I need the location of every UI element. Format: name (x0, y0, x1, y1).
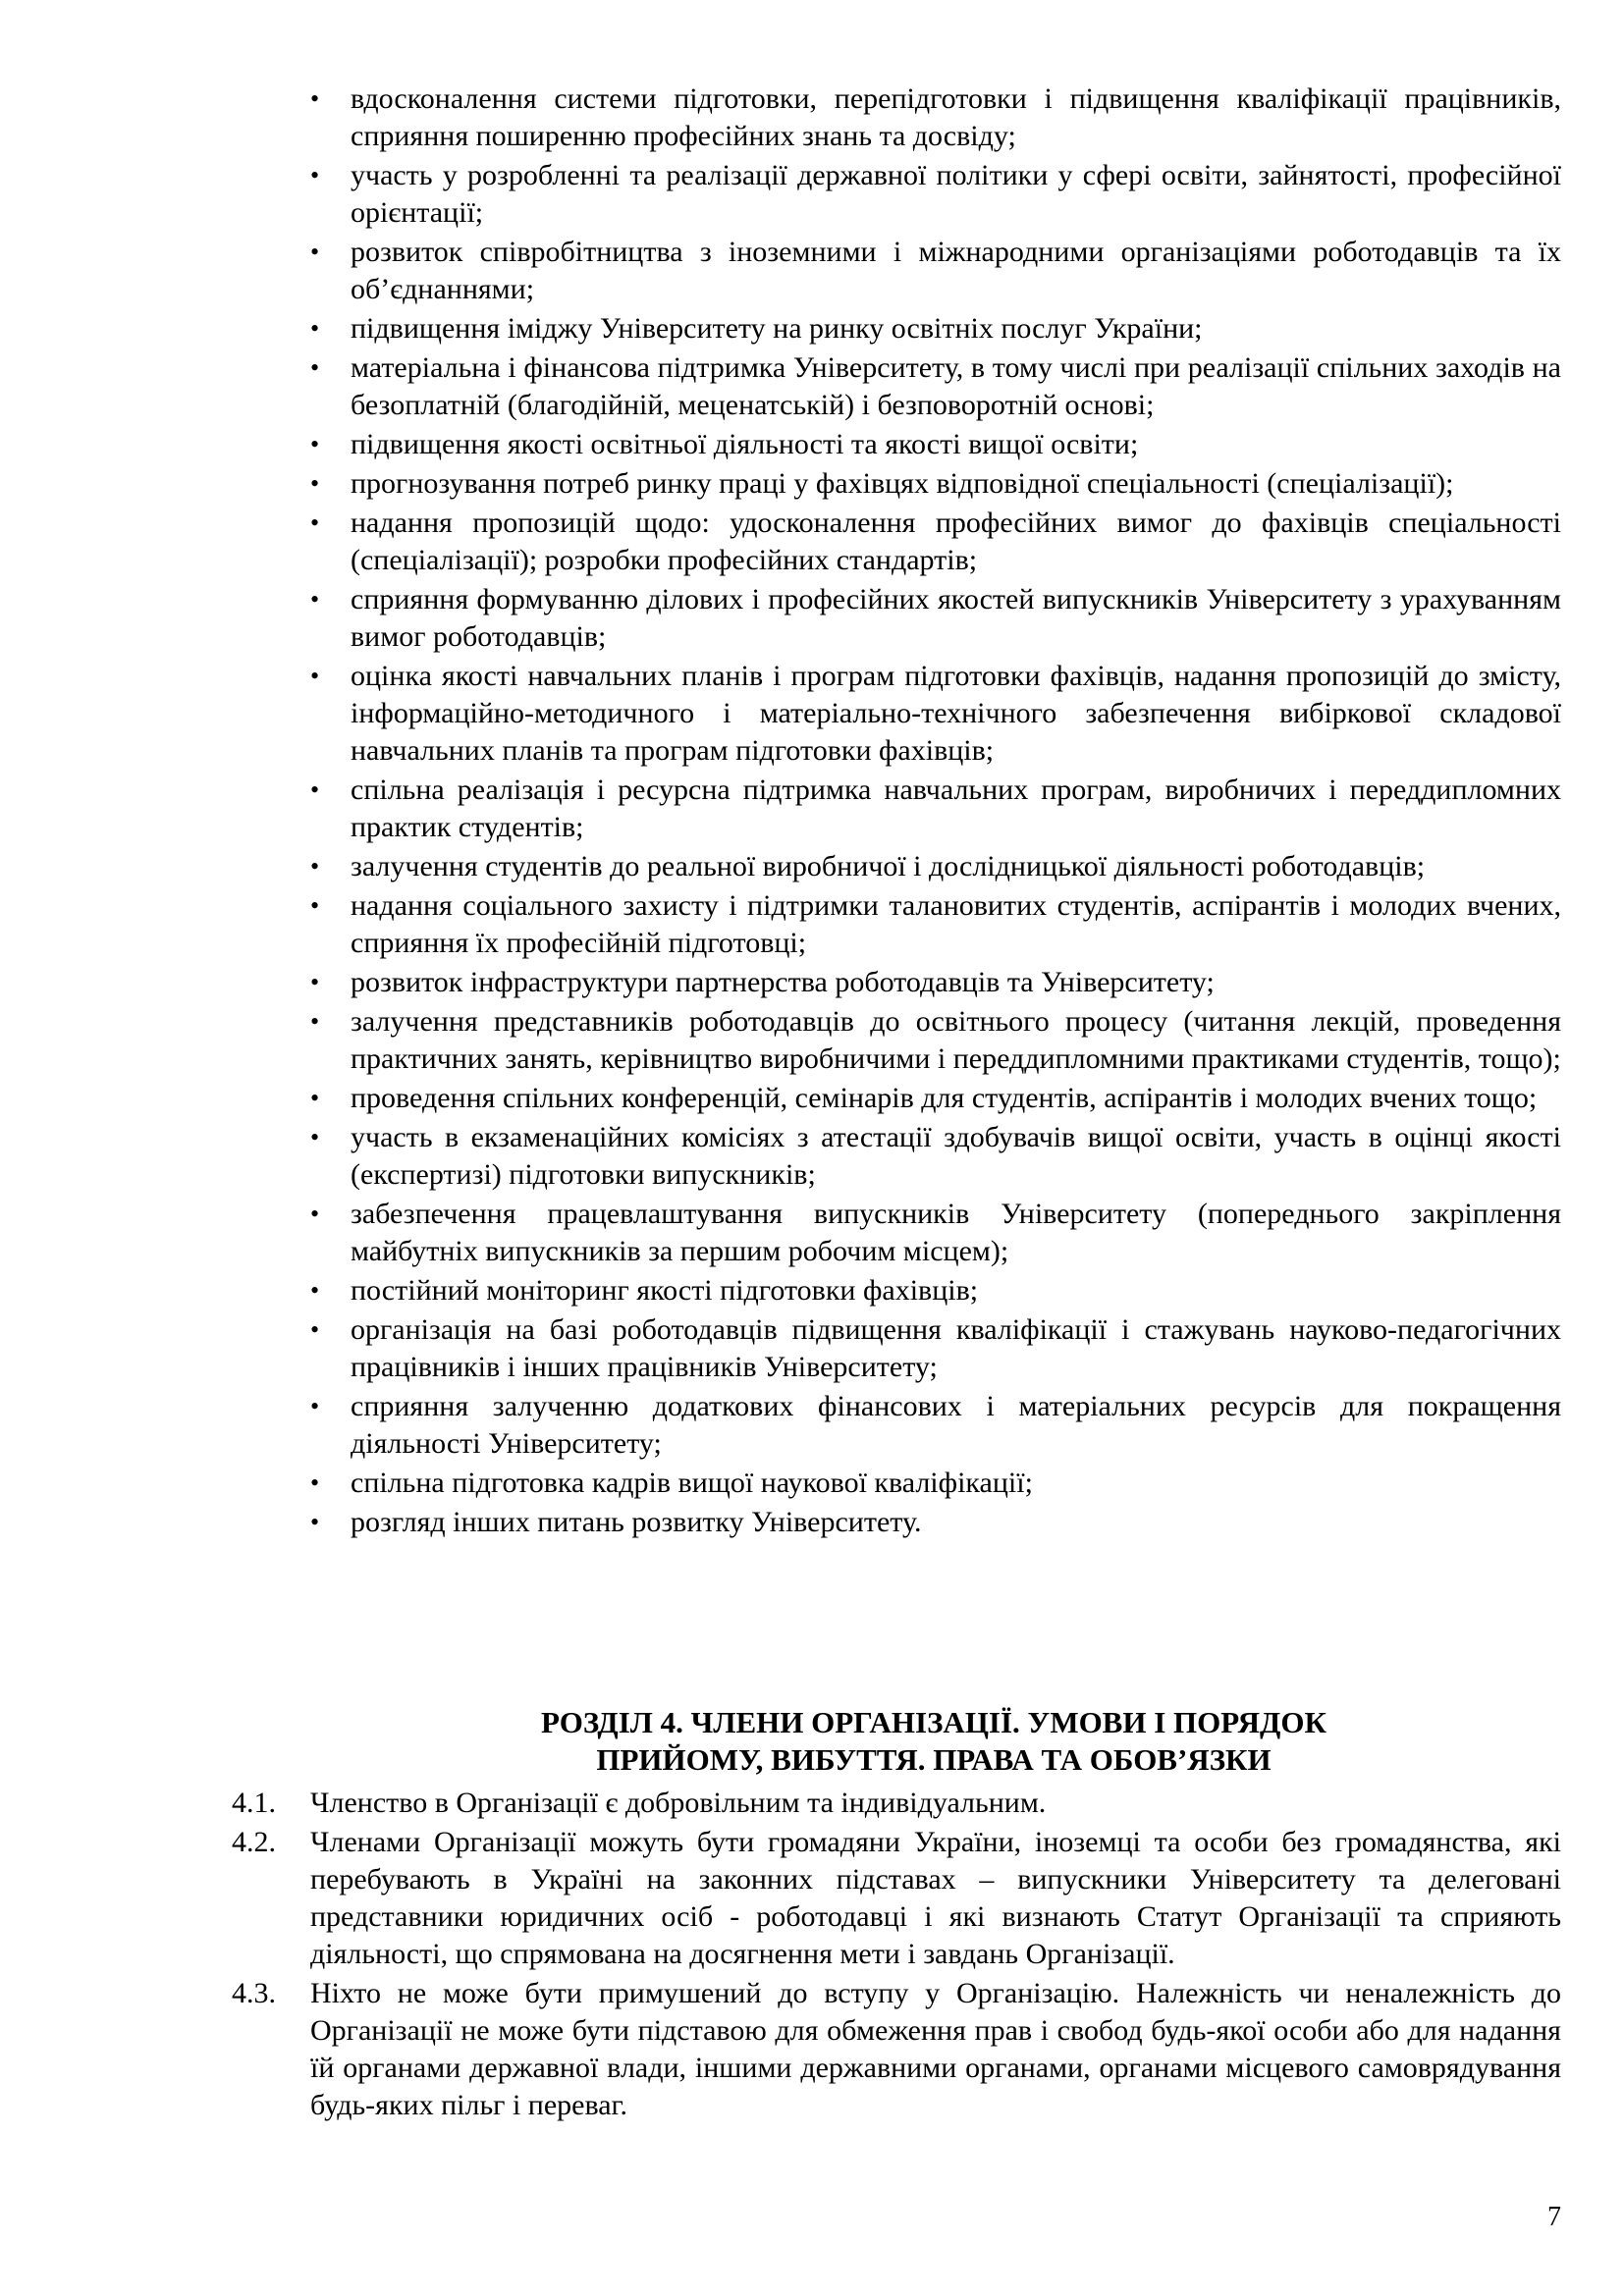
list-item-text: розвиток інфраструктури партнерства роботодавців та Університету; (351, 966, 1215, 998)
list-item-text: матеріальна і фінансова підтримка Університету, в тому числі при реалізації спільних заходів на безоплатній (благодійній, меценатській) і безповоротній основі; (351, 351, 1561, 421)
list-item-text: участь у розробленні та реалізації державної політики у сфері освіти, зайнятості, професійної орієнтації; (351, 159, 1561, 229)
list-item (306, 848, 1561, 885)
bullet-icon: • (310, 1084, 320, 1112)
list-item-text: проведення спільних конференцій, семінарів для студентів, аспірантів і молодих вчених тощо; (351, 1082, 1538, 1114)
bullet-icon: • (310, 1315, 320, 1344)
bullet-icon: • (310, 1200, 320, 1228)
bullet-icon: • (310, 353, 320, 382)
bullet-icon: • (310, 84, 320, 113)
list-item-text: сприяння залученню додаткових фінансових і матеріальних ресурсів для покращення діяльності Університету; (351, 1390, 1561, 1460)
section-heading-line-1: РОЗДІЛ 4. ЧЛЕНИ ОРГАНІЗАЦІЇ. УМОВИ І ПОРЯДОК (541, 1705, 1326, 1739)
list-item (306, 157, 1561, 232)
bullet-icon: • (310, 968, 320, 996)
clause-text: Членами Організації можуть бути громадяни України, іноземці та особи без громадянства, які перебувають в Україні на законних підставах – випускники Університету та делеговані представники юридичних осіб - роботодавці і які визнають Статут Організації та сприяють діяльності, що спрямована на досягнення мети і завдань Організації. (310, 1826, 1561, 1970)
section-heading (306, 1704, 1561, 1779)
list-item-text: постійний моніторинг якості підготовки фахівців; (351, 1274, 979, 1307)
list-item-text: вдосконалення системи підготовки, перепідготовки і підвищення кваліфікації працівників, сприяння поширенню професійних знань та досвіду; (351, 82, 1561, 152)
bullet-icon: • (310, 238, 320, 266)
list-item-text: надання пропозицій щодо: удосконалення професійних вимог до фахівців спеціальності (спеціалізації); розробки професійних стандартів; (351, 507, 1561, 576)
bullet-icon: • (310, 430, 320, 458)
list-item (306, 772, 1561, 846)
clause-4-1 (232, 1785, 1561, 1822)
list-item-text: організація на базі роботодавців підвищення кваліфікації і стажувань науково-педагогічних працівників і інших працівників Університету; (351, 1313, 1561, 1383)
bullet-icon: • (310, 1123, 320, 1151)
bullet-list (306, 80, 1561, 1543)
list-item-text: спільна реалізація і ресурсна підтримка навчальних програм, виробничих і переддипломних практик студентів; (351, 774, 1561, 843)
list-item-text: розвиток співробітництва з іноземними і міжнародними організаціями роботодавців та їх об’єднаннями; (351, 236, 1561, 305)
list-item (306, 1119, 1561, 1194)
bullet-icon: • (310, 1468, 320, 1497)
list-item (306, 465, 1561, 503)
list-item (306, 1272, 1561, 1309)
bullet-icon: • (310, 161, 320, 189)
list-item (306, 1196, 1561, 1270)
list-item-text: підвищення іміджу Університету на ринку освітніх послуг України; (351, 312, 1203, 345)
bullet-icon: • (310, 469, 320, 498)
clause-text: Членство в Організації є добровільним та індивідуальним. (310, 1787, 1047, 1819)
list-item-text: розгляд інших питань розвитку Університету. (351, 1506, 922, 1538)
list-item (306, 887, 1561, 962)
section-heading-line-2: ПРИЙОМУ, ВИБУТТЯ. ПРАВА ТА ОБОВ’ЯЗКИ (596, 1742, 1272, 1777)
clause-text: Ніхто не може бути примушений до вступу у Організацію. Належність чи неналежність до Організації не може бути підставою для обмеження прав і свобод будь-якої особи або для надання їй органами державної влади, іншими державними органами, органами місцевого самоврядування будь-яких пільг і переваг. (310, 1977, 1561, 2121)
list-item (306, 234, 1561, 308)
list-item (306, 349, 1561, 424)
bullet-icon: • (310, 1508, 320, 1536)
list-item-text: спільна підготовка кадрів вищої наукової кваліфікації; (351, 1467, 1033, 1499)
list-item-text: підвищення якості освітньої діяльності та якості вищої освіти; (351, 428, 1139, 460)
bullet-icon: • (310, 852, 320, 881)
list-item (306, 80, 1561, 155)
list-item (306, 1388, 1561, 1463)
bullet-icon: • (310, 508, 320, 537)
list-item-text: оцінка якості навчальних планів і програм підготовки фахівців, надання пропозицій до змісту, інформаційно-методичного і матеріально-технічного забезпечення вибіркової складової навчальних планів та програм підготовки фахівців; (351, 660, 1561, 767)
list-item (306, 1311, 1561, 1386)
list-item (306, 310, 1561, 347)
list-item-text: надання соціального захисту і підтримки талановитих студентів, аспірантів і молодих вчених, сприяння їх професійній підготовці; (351, 889, 1561, 959)
list-item-text: забезпечення працевлаштування випускників Університету (попереднього закріплення майбутніх випускників за першим робочим місцем); (351, 1198, 1561, 1267)
list-item (306, 426, 1561, 463)
bullet-icon: • (310, 662, 320, 690)
list-item (306, 505, 1561, 579)
clause-4-3 (232, 1975, 1561, 2124)
bullet-icon: • (310, 1392, 320, 1420)
clause-number: 4.2. (232, 1826, 276, 1858)
bullet-icon: • (310, 1276, 320, 1305)
bullet-icon: • (310, 1007, 320, 1036)
bullet-icon: • (310, 891, 320, 920)
clause-number: 4.1. (232, 1787, 276, 1819)
page-number: 7 (1547, 2202, 1561, 2232)
list-item-text: участь в екзаменаційних комісіях з атестації здобувачів вищої освіти, участь в оцінці якості (експертизі) підготовки випускників; (351, 1121, 1561, 1191)
bullet-icon: • (310, 314, 320, 343)
list-item-text: сприяння формуванню ділових і професійних якостей випускників Університету з урахуванням вимог роботодавців; (351, 583, 1561, 653)
list-item (306, 1504, 1561, 1541)
list-item (306, 1465, 1561, 1502)
list-item (306, 658, 1561, 770)
clause-number: 4.3. (232, 1977, 276, 2009)
bullet-icon: • (310, 775, 320, 804)
list-item (306, 581, 1561, 656)
numbered-clauses (232, 1785, 1561, 2126)
list-item (306, 1080, 1561, 1117)
list-item (306, 964, 1561, 1001)
list-item-text: залучення представників роботодавців до освітнього процесу (читання лекцій, проведення практичних занять, керівництво виробничими і переддипломними практиками студентів, тощо); (351, 1005, 1561, 1075)
list-item-text: прогнозування потреб ринку праці у фахівцях відповідної спеціальності (спеціалізації); (351, 467, 1454, 500)
clause-4-2 (232, 1824, 1561, 1973)
list-item (306, 1003, 1561, 1078)
bullet-icon: • (310, 585, 320, 614)
list-item-text: залучення студентів до реальної виробничої і дослідницької діяльності роботодавців; (351, 850, 1426, 882)
